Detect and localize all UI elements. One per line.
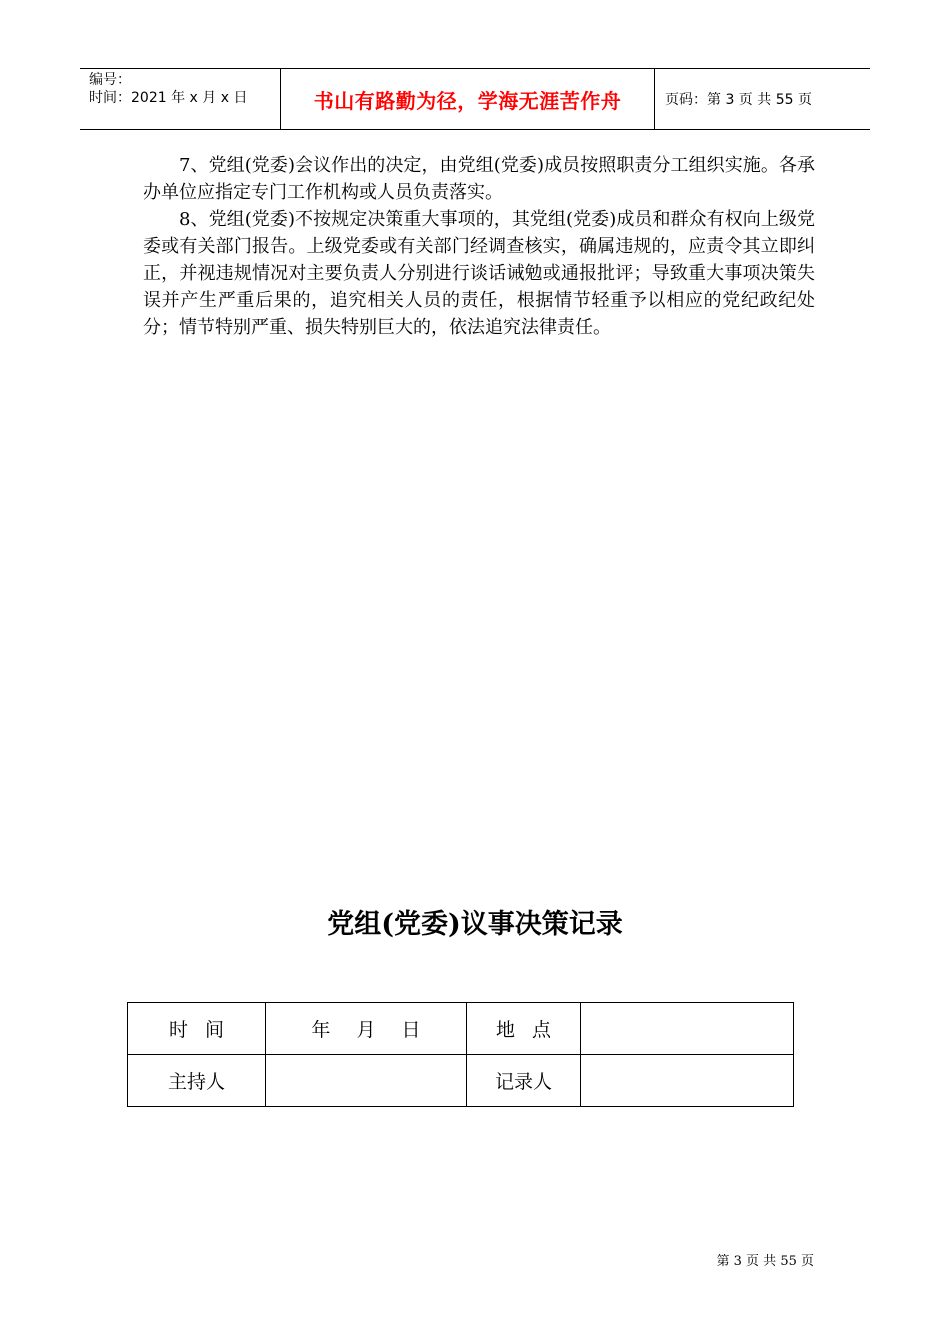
- header-meta: [80, 69, 281, 129]
- host-label-cell: [128, 1055, 266, 1107]
- paragraph-7: 7、党组(党委)会议作出的决定，由党组(党委)成员按照职责分工组织实施。各承办单位应指定专门工作机构或人员负责落实。: [143, 155, 815, 203]
- header-motto: 书山有路勤为径，学海无涯苦作舟: [281, 69, 655, 129]
- host-value-cell[interactable]: [266, 1055, 467, 1107]
- year-label: 年: [311, 1019, 331, 1041]
- host-label: 主持人: [167, 1071, 225, 1093]
- paragraph-8: 8、党组(党委)不按规定决策重大事项的，其党组(党委)成员和群众有权向上级党委或有关部门报告。上级党委或有关部门经调查核实，确属违规的，应责令其立即纠正，并视违规情况对主要负责人分别进行谈话诫勉或通报批评；导致重大事项决策失误并产生严重后果的，追究相关人员的责任，根据情节轻重予以相应的党纪政纪处分；情节特别严重、损失特别巨大的，依法追究法律责任。: [143, 209, 815, 338]
- recorder-label: 记录人: [494, 1071, 552, 1093]
- table-row: [128, 1003, 794, 1055]
- document-number-label: 编号：: [89, 72, 131, 88]
- table-row: [128, 1055, 794, 1107]
- location-label: 地点: [495, 1019, 569, 1041]
- month-label: 月: [356, 1019, 376, 1041]
- recorder-label-cell: [467, 1055, 581, 1107]
- location-label-cell: [467, 1003, 581, 1055]
- body-text: [143, 152, 815, 341]
- time-label: 时间: [168, 1019, 242, 1041]
- day-label: 日: [401, 1019, 421, 1041]
- location-value-cell[interactable]: [581, 1003, 794, 1055]
- header-page-info: 页码：第 3 页 共 55 页: [665, 92, 812, 108]
- time-label-cell: [128, 1003, 266, 1055]
- decision-record-table: [127, 1002, 794, 1107]
- page-footer: 第 3 页 共 55 页: [716, 1254, 814, 1269]
- page-header: [80, 68, 870, 130]
- document-date: 时间：2021 年 x 月 x 日: [89, 90, 248, 106]
- date-cell[interactable]: [266, 1003, 467, 1055]
- record-title: 党组(党委)议事决策记录: [327, 909, 623, 940]
- recorder-value-cell[interactable]: [581, 1055, 794, 1107]
